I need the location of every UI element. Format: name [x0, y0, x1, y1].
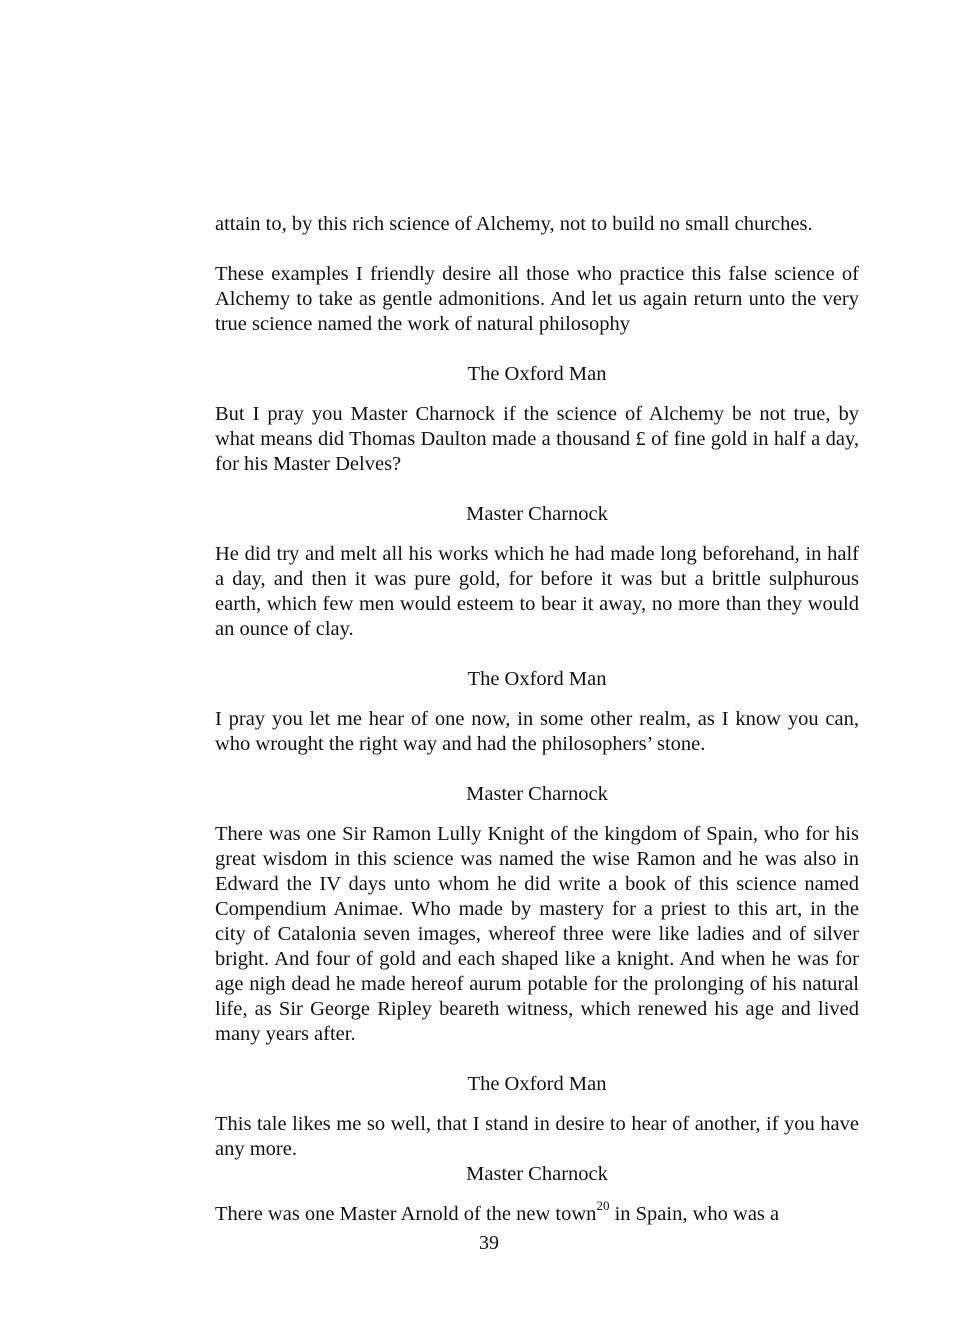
- paragraph: But I pray you Master Charnock if the science of Alchemy be not true, by what means did Thomas Daulton made a thousand £ of fine gold in half a day, for his Master Delves?: [215, 403, 859, 475]
- speaker-heading: Master Charnock: [466, 783, 608, 805]
- paragraph: I pray you let me hear of one now, in some other realm, as I know you can, who wrought the right way and had the philosophers’ stone.: [215, 708, 859, 755]
- speaker-heading: The Oxford Man: [467, 363, 607, 385]
- paragraph-text: There was one Master Arnold of the new town: [215, 1203, 597, 1225]
- paragraph: He did try and melt all his works which he had made long beforehand, in half a day, and then it was pure gold, for before it was but a brittle sulphurous earth, which few men would esteem to bear it away, no more than they would an ounce of clay.: [215, 543, 859, 640]
- paragraph: attain to, by this rich science of Alchemy, not to build no small churches.: [215, 213, 813, 235]
- speaker-heading: The Oxford Man: [467, 1073, 607, 1095]
- paragraph-text: in Spain, who was a: [609, 1203, 780, 1225]
- paragraph-continued: [215, 1198, 859, 1227]
- paragraph: There was one Sir Ramon Lully Knight of the kingdom of Spain, who for his great wisdom in this science was named the wise Ramon and he was also in Edward the IV days unto whom he did write a book of this science named Compendium Animae. Who made by mastery for a priest to this art, in the city of Catalonia seven images, whereof three were like ladies and of silver bright. And four of gold and each shaped like a knight. And when he was for age nigh dead he made hereof aurum potable for the prolonging of his natural life, as Sir George Ripley beareth witness, which renewed his age and lived many years after.: [215, 823, 859, 1045]
- speaker-heading: Master Charnock: [466, 503, 608, 525]
- page-number: 39: [479, 1232, 499, 1254]
- speaker-heading: Master Charnock: [466, 1163, 608, 1185]
- paragraph: This tale likes me so well, that I stand in desire to hear of another, if you have any more.: [215, 1113, 859, 1160]
- page-body: [215, 212, 859, 1227]
- paragraph: These examples I friendly desire all those who practice this false science of Alchemy to take as gentle admonitions. And let us again return unto the very true science named the work of natural philosophy: [215, 263, 859, 335]
- footnote-marker: 20: [596, 1198, 610, 1214]
- speaker-heading: The Oxford Man: [467, 668, 607, 690]
